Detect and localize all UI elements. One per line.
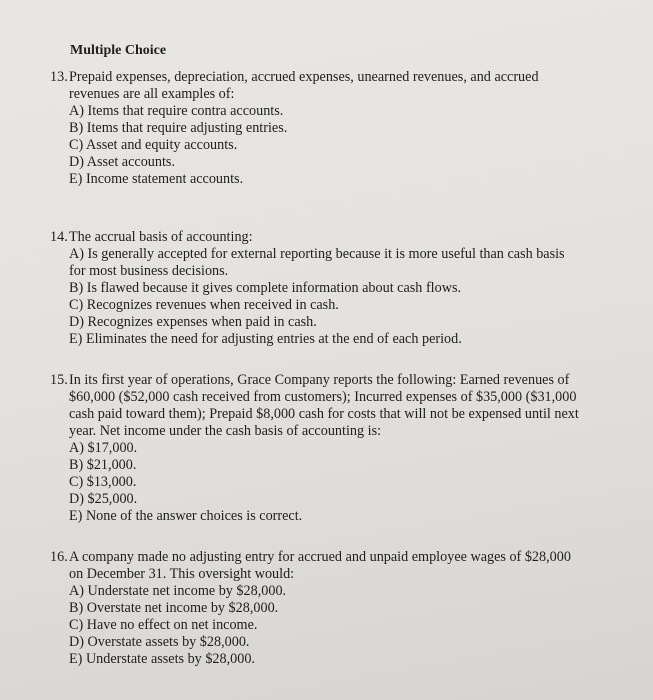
answer-option-d[interactable]: D) $25,000. xyxy=(69,491,138,507)
answer-option-c[interactable]: C) Recognizes revenues when received in cash. xyxy=(69,297,339,313)
answer-option-d[interactable]: D) Overstate assets by $28,000. xyxy=(69,634,250,650)
answer-option-a[interactable]: A) Understate net income by $28,000. xyxy=(69,583,287,599)
question-stem-line xyxy=(50,372,610,389)
answer-option-a[interactable]: A) $17,000. xyxy=(69,440,138,456)
question-text: Prepaid expenses, depreciation, accrued expenses, unearned revenues, and accrued xyxy=(69,69,539,85)
answer-option-d[interactable]: D) Asset accounts. xyxy=(69,154,175,170)
question-text: A company made no adjusting entry for accrued and unpaid employee wages of $28,000 xyxy=(69,549,571,565)
question-stem-line xyxy=(50,549,610,566)
answer-option-a-continued[interactable]: for most business decisions. xyxy=(69,263,229,279)
question-stem-line: on December 31. This oversight would: xyxy=(69,566,295,582)
answer-option-b[interactable]: B) Is flawed because it gives complete information about cash flows. xyxy=(69,280,462,296)
question-number: 14. xyxy=(50,229,68,245)
answer-option-d[interactable]: D) Recognizes expenses when paid in cash. xyxy=(69,314,317,330)
answer-option-b[interactable]: B) $21,000. xyxy=(69,457,137,473)
question-stem-line: $60,000 ($52,000 cash received from customers); Incurred expenses of $35,000 ($31,000 xyxy=(69,389,577,405)
answer-option-e[interactable]: E) Income statement accounts. xyxy=(69,171,244,187)
question-text: In its first year of operations, Grace Company reports the following: Earned revenues of xyxy=(69,372,570,388)
section-title: Multiple Choice xyxy=(70,43,167,58)
question-stem-line xyxy=(50,229,610,246)
answer-option-c[interactable]: C) $13,000. xyxy=(69,474,137,490)
answer-options xyxy=(50,440,610,525)
question-stem-line xyxy=(50,69,610,86)
answer-option-c[interactable]: C) Have no effect on net income. xyxy=(69,617,258,633)
answer-option-c[interactable]: C) Asset and equity accounts. xyxy=(69,137,238,153)
question-text: The accrual basis of accounting: xyxy=(69,229,253,245)
question-number: 15. xyxy=(50,372,68,388)
answer-option-e[interactable]: E) Understate assets by $28,000. xyxy=(69,651,255,667)
answer-option-e[interactable]: E) Eliminates the need for adjusting entries at the end of each period. xyxy=(69,331,462,347)
question-number: 16. xyxy=(50,549,68,565)
question-stem-line: revenues are all examples of: xyxy=(69,86,235,102)
question-stem-line: cash paid toward them); Prepaid $8,000 cash for costs that will not be expensed until next xyxy=(69,406,579,422)
question-stem-line: year. Net income under the cash basis of accounting is: xyxy=(69,423,382,439)
answer-option-b[interactable]: B) Items that require adjusting entries. xyxy=(69,120,288,136)
question-number: 13. xyxy=(50,69,68,85)
answer-options xyxy=(50,583,610,668)
question-14 xyxy=(50,229,610,348)
answer-option-b[interactable]: B) Overstate net income by $28,000. xyxy=(69,600,279,616)
answer-option-a[interactable]: A) Items that require contra accounts. xyxy=(69,103,284,119)
question-13 xyxy=(50,69,610,188)
answer-option-a[interactable]: A) Is generally accepted for external reporting because it is more useful than cash basis xyxy=(69,246,565,262)
question-16 xyxy=(50,549,610,668)
answer-option-e[interactable]: E) None of the answer choices is correct. xyxy=(69,508,303,524)
answer-options xyxy=(50,103,610,188)
question-15 xyxy=(50,372,610,525)
answer-options xyxy=(50,246,610,348)
